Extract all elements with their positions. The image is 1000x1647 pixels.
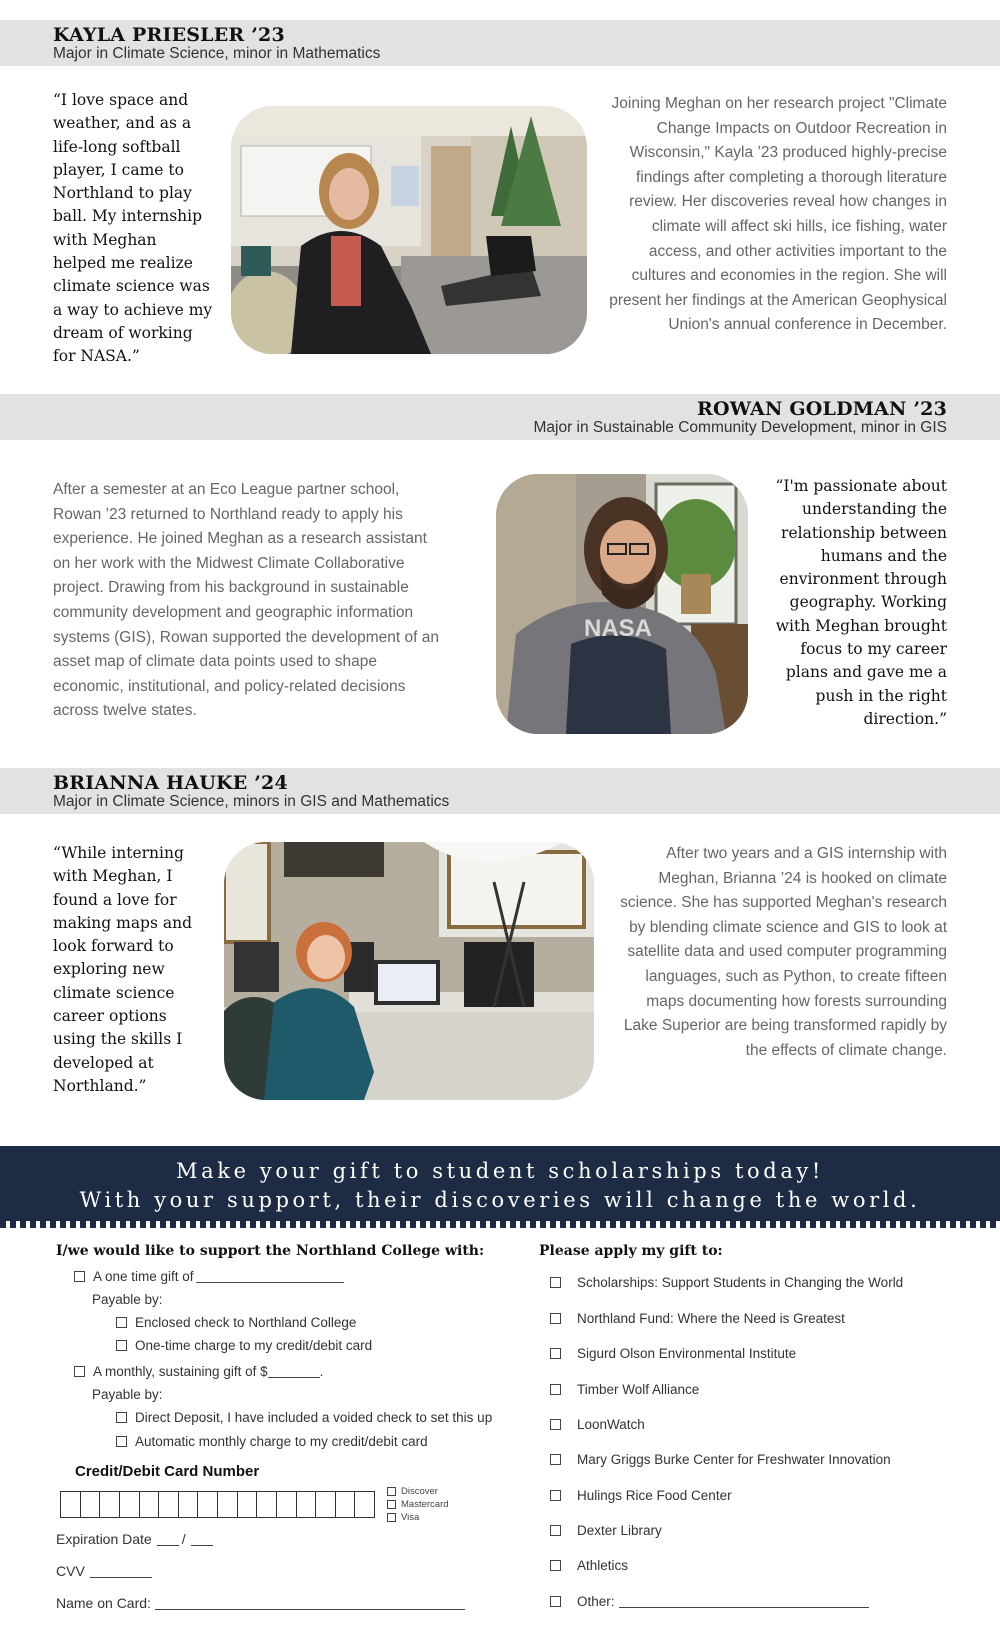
fund-option-timber-wolf[interactable]: Timber Wolf Alliance — [550, 1382, 699, 1397]
checkbox[interactable] — [116, 1340, 127, 1351]
checkbox[interactable] — [550, 1419, 561, 1430]
fund-option-dexter-library[interactable]: Dexter Library — [550, 1523, 662, 1538]
checkbox[interactable] — [550, 1525, 561, 1536]
card-type-visa[interactable]: Visa — [387, 1512, 419, 1523]
checkbox[interactable] — [550, 1596, 561, 1607]
shirt-logo-text: NASA — [583, 615, 653, 642]
fund-option-athletics[interactable]: Athletics — [550, 1558, 628, 1573]
checkbox[interactable] — [550, 1560, 561, 1571]
cta-line-2: With your support, their discoveries will change the world. — [79, 1188, 921, 1212]
student-description: After two years and a GIS internship with Meghan, Brianna ’24 is hooked on climate science. She has supported Meghan's research by blending climate science and GIS to look at satellite data and used computer programming languages, such as Python, to create fifteen maps documenting how forests surrounding Lake Superior are being transformed rapidly by the effects of climate change. — [620, 845, 947, 1059]
student-photo-rowan — [496, 474, 748, 734]
card-number-title: Credit/Debit Card Number — [75, 1463, 260, 1480]
checkbox[interactable] — [550, 1454, 561, 1465]
automatic-monthly-option[interactable]: Automatic monthly charge to my credit/debit card — [116, 1434, 428, 1449]
checkbox[interactable] — [550, 1277, 561, 1288]
checkbox[interactable] — [116, 1412, 127, 1423]
checkbox[interactable] — [387, 1487, 396, 1496]
student-name: ROWAN GOLDMAN ’23 — [696, 398, 947, 420]
student-major: Major in Climate Science, minors in GIS and Mathematics — [53, 793, 450, 810]
expiration-date-field[interactable]: Expiration Date / — [56, 1531, 213, 1547]
fund-option-burke-center[interactable]: Mary Griggs Burke Center for Freshwater Innovation — [550, 1452, 891, 1467]
student-photo-kayla — [231, 106, 587, 354]
dashed-divider — [0, 1221, 1000, 1228]
one-time-amount-field[interactable] — [196, 1270, 344, 1283]
fund-option-other[interactable]: Other: — [550, 1594, 869, 1609]
cta-line-1: Make your gift to student scholarships today! — [176, 1159, 824, 1183]
fund-option-northland-fund[interactable]: Northland Fund: Where the Need is Greatest — [550, 1311, 845, 1326]
support-heading: I/we would like to support the Northland College with: — [56, 1243, 485, 1259]
other-fund-field[interactable] — [619, 1595, 869, 1608]
student-quote: “I love space and weather, and as a life-long softball player, I came to Northland to play ball. My internship with Meghan helped me realize climate science was a way to achieve my dream of working for NASA.” — [53, 91, 213, 366]
checkbox[interactable] — [387, 1500, 396, 1509]
student-header-kayla — [0, 20, 1000, 66]
one-time-charge-option[interactable]: One-time charge to my credit/debit card — [116, 1338, 372, 1353]
monthly-amount-field[interactable] — [268, 1365, 320, 1378]
student-name: KAYLA PRIESLER ’23 — [53, 24, 285, 46]
fund-option-sigurd-olson[interactable]: Sigurd Olson Environmental Institute — [550, 1346, 796, 1361]
checkbox[interactable] — [550, 1313, 561, 1324]
direct-deposit-option[interactable]: Direct Deposit, I have included a voided check to set this up — [116, 1410, 492, 1425]
name-on-card-field[interactable]: Name on Card: — [56, 1595, 465, 1611]
student-quote: “While interning with Meghan, I found a love for making maps and look forward to exploring new climate science career options using the skills I developed at Northland.” — [53, 844, 193, 1095]
cvv-field[interactable]: CVV — [56, 1563, 152, 1579]
checkbox[interactable] — [550, 1490, 561, 1501]
checkbox[interactable] — [74, 1366, 85, 1377]
fund-option-hulings-rice[interactable]: Hulings Rice Food Center — [550, 1488, 732, 1503]
card-number-input[interactable] — [60, 1491, 375, 1518]
student-name: BRIANNA HAUKE ’24 — [53, 772, 288, 794]
student-major: Major in Sustainable Community Development, minor in GIS — [533, 419, 947, 436]
payable-by-label: Payable by: — [92, 1292, 163, 1307]
fund-option-loonwatch[interactable]: LoonWatch — [550, 1417, 645, 1432]
student-header-rowan — [0, 394, 1000, 440]
fund-option-scholarships[interactable]: Scholarships: Support Students in Changing the World — [550, 1275, 903, 1290]
student-header-brianna — [0, 768, 1000, 814]
enclosed-check-option[interactable]: Enclosed check to Northland College — [116, 1315, 356, 1330]
card-type-mastercard[interactable]: Mastercard — [387, 1499, 449, 1510]
checkbox[interactable] — [387, 1513, 396, 1522]
apply-gift-heading: Please apply my gift to: — [539, 1243, 723, 1259]
checkbox[interactable] — [550, 1348, 561, 1359]
student-major: Major in Climate Science, minor in Mathematics — [53, 45, 381, 62]
checkbox[interactable] — [550, 1384, 561, 1395]
call-to-action-banner — [0, 1146, 1000, 1226]
payable-by-label: Payable by: — [92, 1387, 163, 1402]
one-time-gift-option[interactable]: A one time gift of — [74, 1269, 344, 1284]
checkbox[interactable] — [74, 1271, 85, 1282]
student-description: Joining Meghan on her research project "Climate Change Impacts on Outdoor Recreation in Wisconsin," Kayla ’23 produced highly-precise findings after completing a thorough literature review. Her discoveries reveal how changes in climate will affect ski hills, ice fishing, water access, and other activities important to the cultures and economies in the region. She will present her findings at the American Geophysical Union's annual conference in December. — [609, 95, 947, 334]
checkbox[interactable] — [116, 1436, 127, 1447]
student-photo-brianna — [224, 842, 594, 1100]
student-description: After a semester at an Eco League partner school, Rowan ’23 returned to Northland ready to apply his experience. He joined Meghan as a research assistant on her work with the Midwest Climate Collaborative project. Drawing from his background in sustainable community development and geographic information systems (GIS), Rowan supported the development of an asset map of climate data points used to shape economic, institutional, and policy-related decisions across twelve states. — [53, 481, 439, 720]
checkbox[interactable] — [116, 1317, 127, 1328]
student-quote: “I'm passionate about understanding the relationship between humans and the environment through geography. Working with Meghan brought focus to my career plans and gave me a push in the right direction.” — [775, 477, 947, 728]
card-type-discover[interactable]: Discover — [387, 1486, 438, 1497]
monthly-gift-option[interactable]: A monthly, sustaining gift of $ . — [74, 1364, 323, 1379]
